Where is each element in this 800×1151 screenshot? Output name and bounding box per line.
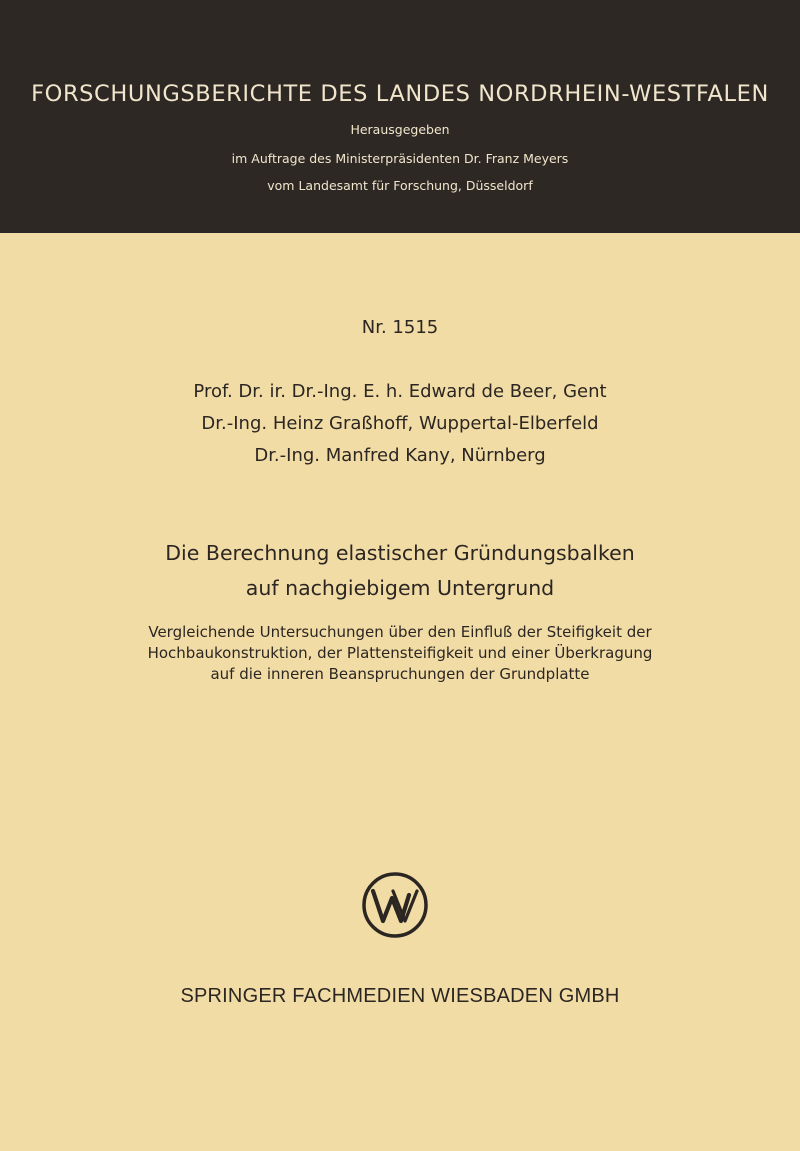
title-line: auf nachgiebigem Untergrund — [245, 576, 555, 600]
publisher-ww-logo-icon — [361, 871, 429, 939]
publisher-name: SPRINGER FACHMEDIEN WIESBADEN GMBH — [180, 985, 620, 1007]
author-line: Dr.-Ing. Manfred Kany, Nürnberg — [254, 445, 546, 466]
commission-line: im Auftrage des Ministerpräsidenten Dr. Franz Meyers — [231, 151, 569, 166]
report-number: Nr. 1515 — [361, 317, 439, 338]
subtitle-line: Hochbaukonstruktion, der Plattensteifigkeit und einer Überkragung — [147, 644, 653, 662]
header-band — [0, 0, 800, 233]
author-line: Prof. Dr. ir. Dr.-Ing. E. h. Edward de Beer, Gent — [193, 381, 607, 402]
office-line: vom Landesamt für Forschung, Düsseldorf — [267, 178, 533, 193]
subtitle-line: auf die inneren Beanspruchungen der Grundplatte — [210, 665, 590, 683]
subtitle-line: Vergleichende Untersuchungen über den Einfluß der Steifigkeit der — [148, 623, 652, 641]
title-line: Die Berechnung elastischer Gründungsbalken — [165, 541, 635, 565]
series-title: FORSCHUNGSBERICHTE DES LANDES NORDRHEIN-WESTFALEN — [31, 81, 769, 107]
editor-line: Herausgegeben — [350, 122, 450, 137]
author-line: Dr.-Ing. Heinz Graßhoff, Wuppertal-Elberfeld — [201, 413, 599, 434]
